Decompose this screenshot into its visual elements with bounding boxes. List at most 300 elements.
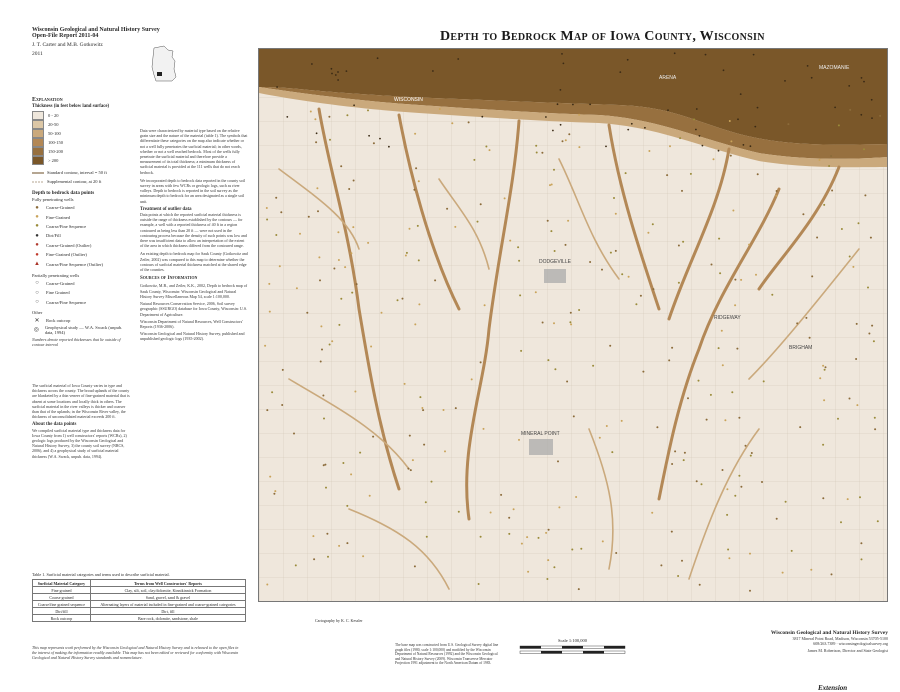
data-point xyxy=(444,450,446,452)
data-point xyxy=(518,439,520,441)
data-point xyxy=(879,115,881,117)
place-label-arena: ARENA xyxy=(659,75,677,81)
data-point xyxy=(551,184,553,186)
symbol-row xyxy=(32,325,132,334)
thickness-swatch xyxy=(32,156,44,165)
table-cell: Coarse/fine grained sequence xyxy=(33,601,91,608)
data-point xyxy=(480,536,482,538)
data-point xyxy=(570,323,572,325)
data-point xyxy=(791,550,793,552)
data-point xyxy=(679,137,681,139)
data-point xyxy=(562,140,564,142)
data-point xyxy=(308,216,310,218)
wgnhs-phone: 608/263.7389 · wisconsingeologicalsurvey.org xyxy=(813,641,888,647)
data-point xyxy=(455,407,457,409)
symbol-row xyxy=(32,288,132,297)
data-point xyxy=(417,225,419,227)
data-point xyxy=(749,553,751,555)
data-point xyxy=(863,81,865,83)
data-point xyxy=(684,452,686,454)
data-point xyxy=(719,272,721,274)
data-point xyxy=(413,189,415,191)
thickness-class-row xyxy=(32,156,132,165)
data-point xyxy=(410,469,412,471)
data-point xyxy=(264,345,266,347)
data-point xyxy=(699,135,701,137)
data-point xyxy=(870,237,872,239)
thickness-swatch xyxy=(32,138,44,147)
data-point xyxy=(405,255,407,257)
data-point xyxy=(548,529,550,531)
wgnhs-name: Wisconsin Geological and Natural History Survey xyxy=(770,630,888,636)
legend-heading: Explanation xyxy=(32,97,63,103)
data-point xyxy=(705,54,707,56)
data-point xyxy=(856,404,858,406)
data-point xyxy=(431,481,433,483)
data-point xyxy=(337,231,339,233)
data-point xyxy=(402,298,404,300)
thickness-class-row xyxy=(32,138,132,147)
data-point xyxy=(517,246,519,248)
data-point xyxy=(647,232,649,234)
data-point xyxy=(381,312,383,314)
data-point xyxy=(311,63,313,65)
data-point xyxy=(340,298,342,300)
data-point xyxy=(644,127,646,129)
data-points-paragraph: We compiled surficial material type and thickness data for Iowa County from 1) well constructors' reports (WCRs), 2) geologic logs produced by the Wisconsin Geological and Natural History Survey, 3) the county soil survey (NRCS, 2006), and 4) a geophysical study of surficial material thickness (W.A. Swack, unpub. data, 1994). xyxy=(32,427,127,459)
data-point xyxy=(856,323,858,325)
data-point xyxy=(727,549,729,551)
data-point xyxy=(861,558,863,560)
data-point xyxy=(481,116,483,118)
data-point xyxy=(730,155,732,157)
data-point xyxy=(724,419,726,421)
data-point xyxy=(329,139,331,141)
data-point xyxy=(504,197,506,199)
data-point xyxy=(549,184,551,186)
data-point xyxy=(619,71,621,73)
data-point xyxy=(652,223,654,225)
data-points-heading: About the data points xyxy=(32,422,77,428)
data-point xyxy=(333,268,335,270)
data-point xyxy=(782,572,784,574)
table-cell: Clay, silt, soil, clay/dolomite, Kinnikinnick Formation xyxy=(90,587,245,594)
fully-heading: Fully penetrating wells xyxy=(32,197,74,202)
data-point xyxy=(621,420,623,422)
data-point xyxy=(681,190,683,192)
data-point xyxy=(266,409,268,411)
data-point xyxy=(346,114,348,116)
data-point xyxy=(589,104,591,106)
data-point xyxy=(668,359,670,361)
supplemental-contour-icon xyxy=(32,180,44,184)
data-point xyxy=(868,333,870,335)
data-point xyxy=(802,213,804,215)
ring-icon: ○ xyxy=(35,299,39,306)
data-point xyxy=(553,566,555,568)
data-point xyxy=(346,505,348,507)
data-point xyxy=(615,552,617,554)
data-point xyxy=(696,480,698,482)
data-point xyxy=(631,123,633,125)
data-point xyxy=(848,85,850,87)
legend xyxy=(32,97,132,347)
data-point xyxy=(627,129,629,131)
dot-olive-icon: ● xyxy=(35,223,39,230)
data-point xyxy=(451,122,453,124)
data-point xyxy=(611,451,613,453)
data-point xyxy=(299,233,301,235)
data-point xyxy=(490,512,492,514)
data-point xyxy=(671,463,673,465)
data-point xyxy=(414,565,416,567)
data-point xyxy=(578,309,580,311)
data-point xyxy=(478,583,480,585)
data-point xyxy=(565,139,567,141)
data-point xyxy=(678,282,680,284)
data-point xyxy=(578,114,580,116)
data-point xyxy=(740,279,742,281)
data-point xyxy=(849,398,851,400)
thickness-class-row xyxy=(32,120,132,129)
symbol-label: Fine-Grained xyxy=(46,214,70,220)
data-point xyxy=(809,337,811,339)
data-point xyxy=(473,159,475,161)
data-point xyxy=(350,252,352,254)
data-point xyxy=(434,279,436,281)
report-number: Open-File Report 2011-04 xyxy=(32,33,99,39)
dot-black-icon: ● xyxy=(35,232,39,239)
data-point xyxy=(273,493,275,495)
symbol-row xyxy=(32,316,132,325)
data-point xyxy=(737,118,739,120)
data-point xyxy=(535,145,537,147)
data-point xyxy=(861,77,863,79)
data-point xyxy=(418,259,420,261)
dot-red-icon: ● xyxy=(35,251,39,258)
data-point xyxy=(799,426,801,428)
data-point xyxy=(337,71,339,73)
data-point xyxy=(338,545,340,547)
data-point xyxy=(348,188,350,190)
data-point xyxy=(730,140,732,142)
data-point xyxy=(690,173,692,175)
data-point xyxy=(565,244,567,246)
data-point xyxy=(674,450,676,452)
data-point xyxy=(419,396,421,398)
data-point xyxy=(825,366,827,368)
thickness-swatch xyxy=(32,147,44,156)
data-point xyxy=(545,116,547,118)
data-point xyxy=(722,469,724,471)
data-point xyxy=(834,107,836,109)
data-point xyxy=(828,165,830,167)
data-point xyxy=(415,167,417,169)
data-point xyxy=(318,256,320,258)
data-point xyxy=(784,80,786,82)
data-point xyxy=(610,252,612,254)
thickness-class-list xyxy=(32,111,132,165)
data-point xyxy=(553,322,555,324)
other-heading: Other xyxy=(32,309,43,315)
table-caption: Table 1. Surficial material categories and terms used to describe surficial material. xyxy=(32,572,170,577)
data-point xyxy=(286,116,288,118)
symbol-row xyxy=(32,279,132,288)
symbol-label: Coarse-Grained xyxy=(46,205,75,211)
data-point xyxy=(823,399,825,401)
table-cell: Alternating layers of material included in fine-grained and coarse-grained categories xyxy=(90,601,245,608)
data-point xyxy=(863,148,865,150)
data-point xyxy=(852,266,854,268)
thickness-class-row xyxy=(32,147,132,156)
data-point xyxy=(426,536,428,538)
data-point xyxy=(446,208,448,210)
data-point xyxy=(575,496,577,498)
outlier-paragraph: Data points at which the reported surficial material thickness is outside the range of thickness established by the contours — for example, a well with a reported thickness of 40 ft in a region contoured as being less than 20 ft — were not used in the contouring process because the density of such points was low and there was insufficient data to allow an interpretation of the extent of the area in which thickness differed from the contoured range. xyxy=(140,212,247,249)
data-point xyxy=(849,256,851,258)
map-canvas xyxy=(259,49,887,601)
data-point xyxy=(822,497,824,499)
data-point xyxy=(627,59,629,61)
data-point xyxy=(823,204,825,206)
data-point xyxy=(776,518,778,520)
data-point xyxy=(295,564,297,566)
data-point xyxy=(748,244,750,246)
thickness-class-label: 50-100 xyxy=(48,131,61,136)
triangle-red-icon: ▲ xyxy=(34,261,40,268)
thickness-swatch xyxy=(32,111,44,120)
thickness-class-label: > 200 xyxy=(48,158,59,163)
data-point xyxy=(580,548,582,550)
outlier-heading: Treatment of outlier data xyxy=(140,206,192,212)
data-point xyxy=(606,425,608,427)
data-point xyxy=(538,537,540,539)
data-point xyxy=(541,152,543,154)
data-point xyxy=(877,520,879,522)
data-point xyxy=(615,213,617,215)
scale-label: Scale 1:100,000 xyxy=(558,638,587,643)
data-point xyxy=(346,542,348,544)
data-point xyxy=(702,145,704,147)
disclaimer: This map represents work performed by the Wisconsin Geological and Natural History Survey and is released to the open files in the interest of making the information readily available. This map has not been edited or reviewed for conformity with Wisconsin Geological and Natural History Survey standards and nomenclature. xyxy=(32,645,239,661)
data-point xyxy=(321,349,323,351)
data-point xyxy=(368,135,370,137)
data-point xyxy=(323,418,325,420)
data-point xyxy=(750,145,752,147)
data-point xyxy=(518,260,520,262)
dodgeville-town xyxy=(544,269,566,283)
data-point xyxy=(837,418,839,420)
data-point xyxy=(359,452,361,454)
data-point xyxy=(422,409,424,411)
data-point xyxy=(457,58,459,60)
table-header-terms: Terms from Well Constructors' Reports xyxy=(90,580,245,587)
data-point xyxy=(388,146,390,148)
data-point xyxy=(787,123,789,125)
methods-paragraph-1: Data were characterized by material type based on the relative grain size and the nature of the material (table 1). The symbols that differentiate these categories on the map also indicate whether or not a well fully penetrates the surficial material; in other words, whether or not a well reached bedrock. Most of the wells fully penetrate the surficial material and therefore provide a measurement of its total thickness; a minimum thickness of surficial material is provided at the 111 wells that do not reach bedrock. xyxy=(140,128,248,175)
data-point xyxy=(732,210,734,212)
data-point xyxy=(312,535,314,537)
table-cell: Fine grained xyxy=(33,587,91,594)
data-point xyxy=(693,118,695,120)
data-point xyxy=(615,250,617,252)
data-point xyxy=(335,74,337,76)
data-point xyxy=(275,234,277,236)
data-point xyxy=(736,348,738,350)
data-point xyxy=(678,245,680,247)
data-point xyxy=(745,445,747,447)
data-point xyxy=(329,344,331,346)
data-point xyxy=(353,104,355,106)
data-point xyxy=(599,437,601,439)
table-cell: Bare rock, dolomite, sandstone, shale xyxy=(90,615,245,622)
data-point xyxy=(571,549,573,551)
data-point xyxy=(867,287,869,289)
data-point xyxy=(423,444,425,446)
data-point xyxy=(757,107,759,109)
data-point xyxy=(711,264,713,266)
data-point xyxy=(553,169,555,171)
symbol-row xyxy=(32,259,132,268)
data-point xyxy=(320,361,322,363)
data-point xyxy=(269,311,271,313)
data-point xyxy=(849,109,851,111)
symbol-label: Coarse/Fine Sequence (Outlier) xyxy=(46,261,103,267)
data-point xyxy=(337,79,339,81)
data-point xyxy=(266,219,268,221)
table-header-category: Surficial Material Category xyxy=(33,580,91,587)
intro-text-column xyxy=(32,383,132,459)
table-row xyxy=(33,594,246,601)
dot-red-icon: ● xyxy=(35,242,39,249)
table xyxy=(32,579,246,622)
data-point xyxy=(570,312,572,314)
depth-to-bedrock-map[interactable] xyxy=(258,48,888,602)
standard-contour-icon xyxy=(32,171,44,175)
data-point xyxy=(279,265,281,267)
data-point xyxy=(560,89,562,91)
data-point xyxy=(296,287,298,289)
data-point xyxy=(847,498,849,500)
table-cell: Rock outcrop xyxy=(33,615,91,622)
symbol-row xyxy=(32,222,132,231)
data-point xyxy=(860,114,862,116)
data-point xyxy=(342,462,344,464)
data-point xyxy=(822,444,824,446)
ring-icon: ○ xyxy=(35,289,39,296)
data-point xyxy=(729,120,731,122)
data-point xyxy=(275,197,277,199)
data-point xyxy=(471,378,473,380)
data-point xyxy=(274,490,276,492)
data-point xyxy=(671,347,673,349)
data-point xyxy=(761,481,763,483)
data-point xyxy=(738,475,740,477)
data-point xyxy=(418,303,420,305)
data-point xyxy=(293,433,295,435)
data-point xyxy=(367,109,369,111)
data-point xyxy=(500,494,502,496)
data-point xyxy=(404,383,406,385)
data-point xyxy=(377,57,379,59)
data-point xyxy=(331,73,333,75)
map-title: Depth to Bedrock Map of Iowa County, Wisconsin xyxy=(440,29,765,44)
symbol-label: Rock outcrop xyxy=(46,318,71,324)
data-point xyxy=(421,407,423,409)
thickness-class-row xyxy=(32,111,132,120)
wgnhs-address: 3817 Mineral Point Road, Madison, Wisconsin 53705-5100 xyxy=(792,636,888,641)
thickness-class-label: 100-150 xyxy=(48,140,63,145)
data-point xyxy=(326,533,328,535)
data-point xyxy=(811,77,813,79)
data-point xyxy=(625,172,627,174)
data-point xyxy=(316,132,318,134)
data-point xyxy=(354,391,356,393)
data-point xyxy=(831,190,833,192)
data-point xyxy=(306,312,308,314)
data-point xyxy=(568,133,570,135)
symbol-label: Fine-Grained (Outlier) xyxy=(46,252,87,258)
data-point xyxy=(369,495,371,497)
data-point xyxy=(572,104,574,106)
data-point xyxy=(542,322,544,324)
thickness-class-row xyxy=(32,129,132,138)
dot-tan-icon: ● xyxy=(35,214,39,221)
data-point xyxy=(458,511,460,513)
data-point xyxy=(819,159,821,161)
data-point xyxy=(796,322,798,324)
data-point xyxy=(454,226,456,228)
data-point xyxy=(602,540,604,542)
year: 2011 xyxy=(32,51,43,57)
data-point xyxy=(563,63,565,65)
data-point xyxy=(871,325,873,327)
thickness-class-label: 20-50 xyxy=(48,122,59,127)
data-point xyxy=(667,109,669,111)
data-point xyxy=(557,460,559,462)
data-point xyxy=(519,294,521,296)
data-point xyxy=(728,557,730,559)
data-point xyxy=(443,409,445,411)
data-point xyxy=(356,283,358,285)
data-point xyxy=(740,93,742,95)
data-point xyxy=(268,283,270,285)
data-point xyxy=(687,397,689,399)
data-point xyxy=(754,126,756,128)
supplemental-contour-label: Supplemental contour, at 20 ft xyxy=(47,179,102,184)
data-point xyxy=(351,292,353,294)
data-point xyxy=(822,365,824,367)
sauk-paragraph: An existing depth to bedrock map for Sauk County (Gotkowitz and Zeiler, 2002) was compared to this map to determine whether the contours of surficial material thickness matched at the shared edge of the counties. xyxy=(140,251,248,273)
data-point xyxy=(508,517,510,519)
data-point xyxy=(558,506,560,508)
data-point xyxy=(874,428,876,430)
data-point xyxy=(805,317,807,319)
data-point xyxy=(757,173,759,175)
symbol-label: Coarse-Grained xyxy=(46,280,75,286)
symbol-label: Coarse/Fine Sequence xyxy=(46,223,87,229)
data-point xyxy=(751,452,753,454)
data-point xyxy=(425,501,427,503)
data-point xyxy=(871,99,873,101)
data-point xyxy=(379,138,381,140)
data-point xyxy=(859,496,861,498)
data-point xyxy=(344,266,346,268)
data-point xyxy=(874,417,876,419)
data-point xyxy=(520,350,522,352)
data-point xyxy=(660,564,662,566)
standard-contour-label: Standard contour, interval = 50 ft xyxy=(47,170,107,175)
